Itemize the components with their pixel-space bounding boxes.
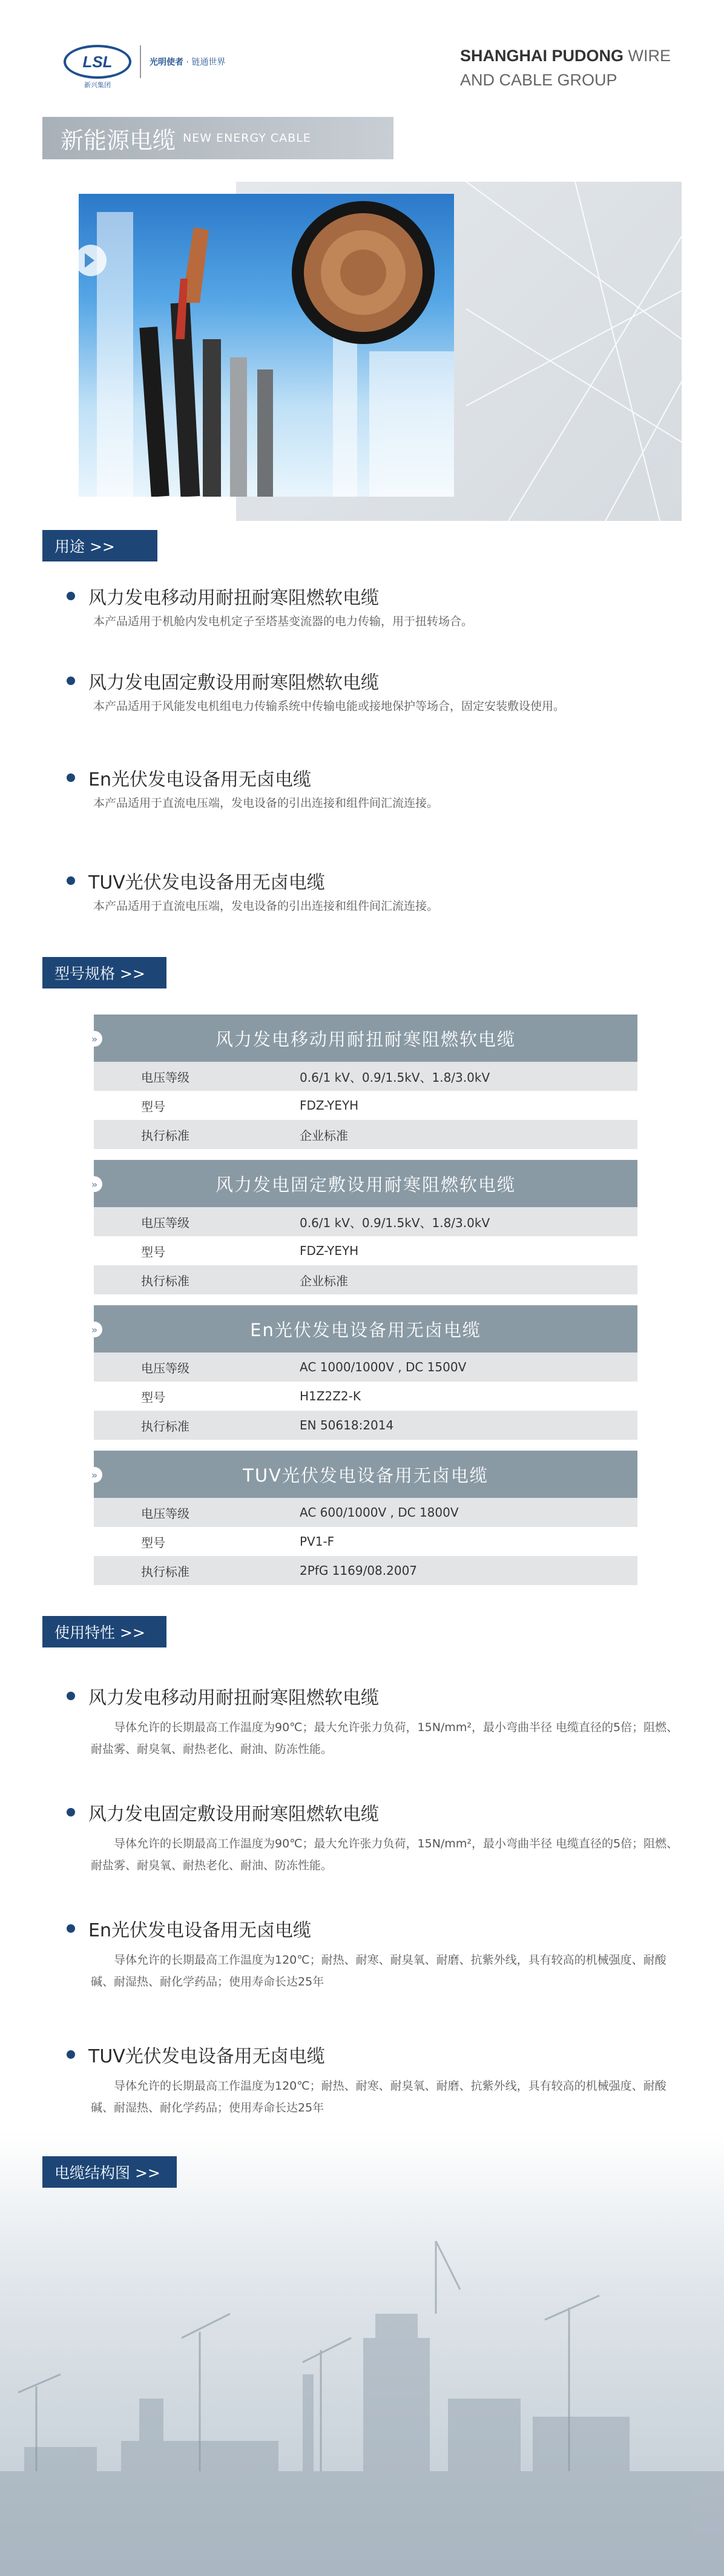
category-banner bbox=[42, 117, 393, 159]
spec-table-header bbox=[91, 1305, 637, 1353]
spec-table-header bbox=[91, 1015, 637, 1062]
section-tag-usage-label: 用途 >> bbox=[54, 538, 115, 555]
spec-key: 电压等级 bbox=[141, 1506, 189, 1521]
arrow-right-icon: » bbox=[87, 1467, 102, 1483]
feature-item bbox=[67, 1799, 678, 1876]
usage-item-desc: 本产品适用于直流电压端，发电设备的引出连接和组件间汇流连接。 bbox=[93, 899, 439, 913]
spec-key: 型号 bbox=[141, 1535, 165, 1550]
spec-row bbox=[94, 1527, 637, 1556]
category-title-en: NEW ENERGY CABLE bbox=[183, 131, 311, 145]
usage-item bbox=[67, 583, 678, 631]
usage-item bbox=[67, 667, 678, 716]
spec-value: H1Z2Z2-K bbox=[300, 1389, 361, 1403]
spec-row bbox=[94, 1556, 637, 1585]
company-name-line1-rest: WIRE bbox=[624, 47, 671, 65]
spec-row bbox=[94, 1411, 637, 1440]
spec-row bbox=[94, 1265, 637, 1294]
usage-item-title: En光伏发电设备用无卤电缆 bbox=[88, 769, 311, 790]
spec-table-title: En光伏发电设备用无卤电缆 bbox=[250, 1319, 481, 1340]
feature-item-title: 风力发电移动用耐扭耐寒阻燃软电缆 bbox=[88, 1687, 379, 1709]
feature-item-title: 风力发电固定敷设用耐寒阻燃软电缆 bbox=[88, 1804, 379, 1825]
feature-item-title: En光伏发电设备用无卤电缆 bbox=[88, 1920, 311, 1941]
logo-emblem bbox=[64, 45, 131, 89]
spec-row bbox=[94, 1091, 637, 1120]
spec-key: 执行标准 bbox=[141, 1564, 189, 1579]
spec-key: 型号 bbox=[141, 1244, 165, 1259]
feature-item bbox=[67, 1683, 678, 1760]
section-tag-features bbox=[42, 1616, 166, 1647]
spec-table bbox=[91, 1305, 637, 1440]
spec-value: AC 600/1000V , DC 1800V bbox=[300, 1505, 459, 1520]
spec-value: 0.6/1 kV、0.9/1.5kV、1.8/3.0kV bbox=[300, 1070, 490, 1085]
spec-value: 企业标准 bbox=[300, 1128, 348, 1143]
spec-table bbox=[91, 1451, 637, 1585]
spec-table-title: 风力发电移动用耐扭耐寒阻燃软电缆 bbox=[215, 1028, 516, 1050]
usage-item bbox=[67, 867, 678, 916]
spec-value: EN 50618:2014 bbox=[300, 1418, 394, 1432]
company-name-bold: SHANGHAI PUDONG bbox=[459, 47, 624, 65]
cityscape-silhouette bbox=[0, 2132, 724, 2576]
brand-logo bbox=[64, 41, 226, 89]
spec-table bbox=[91, 1015, 637, 1149]
spec-table bbox=[91, 1160, 637, 1294]
slogan-dot: · bbox=[186, 58, 189, 67]
spec-table-title: TUV光伏发电设备用无卤电缆 bbox=[243, 1465, 489, 1486]
feature-item-title: TUV光伏发电设备用无卤电缆 bbox=[88, 2046, 325, 2067]
bullet-dot bbox=[67, 1692, 75, 1700]
spec-key: 执行标准 bbox=[141, 1128, 189, 1143]
spec-row bbox=[94, 1382, 637, 1411]
logo-slogan bbox=[150, 56, 225, 68]
spec-key: 电压等级 bbox=[141, 1215, 189, 1230]
spec-value: AC 1000/1000V , DC 1500V bbox=[300, 1360, 467, 1374]
bullet-dot bbox=[67, 592, 75, 600]
slogan-part-b: 链通世界 bbox=[191, 58, 226, 67]
feature-item-desc: 导体允许的长期最高工作温度为90℃；最大允许张力负荷，15N/mm²，最小弯曲半径 电缆直径的5倍；阻燃、耐盐雾、耐臭氧、耐热老化、耐油、防冻性能。 bbox=[91, 1837, 679, 1872]
spec-key: 型号 bbox=[141, 1389, 165, 1405]
bullet-dot bbox=[67, 876, 75, 885]
spec-row bbox=[94, 1207, 637, 1236]
arrow-right-icon: » bbox=[87, 1322, 102, 1337]
logo-text: LSL bbox=[82, 52, 113, 71]
usage-item-title: TUV光伏发电设备用无卤电缆 bbox=[88, 872, 325, 893]
section-tag-structure bbox=[42, 2156, 177, 2188]
spec-value: 企业标准 bbox=[300, 1273, 348, 1288]
feature-item bbox=[67, 2041, 678, 2119]
spec-row bbox=[94, 1236, 637, 1265]
company-name bbox=[460, 44, 671, 92]
hero-cable-photo bbox=[79, 194, 454, 497]
slogan-part-a: 光明使者 bbox=[150, 58, 183, 67]
bullet-dot bbox=[67, 773, 75, 782]
usage-item bbox=[67, 764, 678, 813]
spec-value: 0.6/1 kV、0.9/1.5kV、1.8/3.0kV bbox=[300, 1215, 490, 1230]
spec-key: 电压等级 bbox=[141, 1070, 189, 1085]
cable-illustration bbox=[79, 194, 454, 497]
spec-value: 2PfG 1169/08.2007 bbox=[300, 1563, 418, 1578]
logo-divider bbox=[140, 45, 141, 78]
spec-table-header bbox=[91, 1451, 637, 1498]
spec-row bbox=[94, 1062, 637, 1091]
logo-subtext: 新兴集团 bbox=[84, 81, 111, 89]
spec-row bbox=[94, 1353, 637, 1382]
bullet-dot bbox=[67, 1924, 75, 1933]
company-name-line2: AND CABLE GROUP bbox=[459, 71, 617, 89]
cityscape-background bbox=[0, 2132, 724, 2576]
category-title-cn: 新能源电缆 bbox=[61, 127, 176, 154]
feature-item-desc: 导体允许的长期最高工作温度为90℃；最大允许张力负荷，15N/mm²，最小弯曲半径 电缆直径的5倍；阻燃、耐盐雾、耐臭氧、耐热老化、耐油、防冻性能。 bbox=[91, 1721, 679, 1756]
usage-item-desc: 本产品适用于直流电压端，发电设备的引出连接和组件间汇流连接。 bbox=[93, 796, 439, 810]
feature-item-desc: 导体允许的长期最高工作温度为120℃；耐热、耐寒、耐臭氧、耐磨、抗紫外线，具有较高的机械强度、耐酸碱、耐湿热、耐化学药品；使用寿命长达25年 bbox=[91, 1953, 666, 1988]
arrow-right-icon: » bbox=[87, 1031, 102, 1047]
spec-table-header bbox=[91, 1160, 637, 1207]
spec-key: 执行标准 bbox=[141, 1419, 189, 1434]
usage-item-desc: 本产品适用于风能发电机组电力传输系统中传输电能或接地保护等场合，固定安装敷设使用。 bbox=[93, 700, 565, 713]
spec-value: FDZ-YEYH bbox=[300, 1098, 359, 1113]
section-tag-spec-label: 型号规格 >> bbox=[54, 965, 145, 982]
usage-item-desc: 本产品适用于机舱内发电机定子至塔基变流器的电力传输，用于扭转场合。 bbox=[93, 615, 473, 628]
section-tag-features-label: 使用特性 >> bbox=[54, 1624, 145, 1641]
feature-item bbox=[67, 1915, 678, 1993]
bullet-dot bbox=[67, 1808, 75, 1816]
section-tag-usage bbox=[42, 530, 157, 561]
spec-row bbox=[94, 1120, 637, 1149]
feature-item-desc: 导体允许的长期最高工作温度为120℃；耐热、耐寒、耐臭氧、耐磨、抗紫外线，具有较高的机械强度、耐酸碱、耐湿热、耐化学药品；使用寿命长达25年 bbox=[91, 2079, 666, 2114]
section-tag-spec bbox=[42, 957, 166, 988]
bullet-dot bbox=[67, 677, 75, 685]
spec-key: 电压等级 bbox=[141, 1360, 189, 1376]
usage-item-title: 风力发电固定敷设用耐寒阻燃软电缆 bbox=[88, 672, 379, 694]
spec-value: FDZ-YEYH bbox=[300, 1243, 359, 1258]
usage-item-title: 风力发电移动用耐扭耐寒阻燃软电缆 bbox=[88, 588, 379, 609]
section-tag-structure-label: 电缆结构图 >> bbox=[54, 2164, 160, 2182]
spec-key: 型号 bbox=[141, 1099, 165, 1114]
spec-table-title: 风力发电固定敷设用耐寒阻燃软电缆 bbox=[215, 1174, 516, 1195]
spec-value: PV1-F bbox=[300, 1534, 335, 1549]
arrow-right-icon: » bbox=[87, 1176, 102, 1192]
bullet-dot bbox=[67, 2050, 75, 2059]
spec-row bbox=[94, 1498, 637, 1527]
spec-key: 执行标准 bbox=[141, 1273, 189, 1288]
